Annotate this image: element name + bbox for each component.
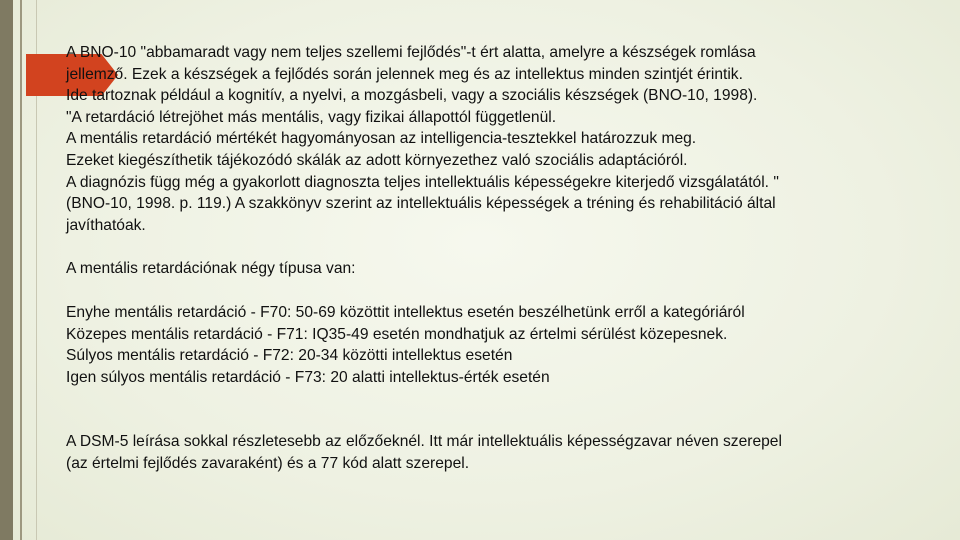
type-item-f71: Közepes mentális retardáció - F71: IQ35-49 esetén mondhatjuk az értelmi sérülést közepesnek. [66,325,728,343]
text-line: (az értelmi fejlődés zavaraként) és a 77 kód alatt szerepel. [66,454,470,472]
text-line: A mentális retardáció mértékét hagyományosan az intelligencia-tesztekkel határozzuk meg. [66,130,697,148]
paragraph-dsm [66,431,906,474]
left-decorative-line [20,0,22,540]
types-list [66,302,906,388]
types-intro: A mentális retardációnak négy típusa van: [66,260,356,278]
type-item-f73: Igen súlyos mentális retardáció - F73: 20 alatti intellektus-érték esetén [66,368,550,386]
slide-body [66,42,906,475]
left-decorative-bar [0,0,13,540]
text-line: A BNO-10 "abbamaradt vagy nem teljes szellemi fejlődés"-t ért alatta, amelyre a készségek romlása [66,44,756,61]
text-line: javíthatóak. [66,216,146,234]
text-line: jellemző. Ezek a készségek a fejlődés során jelennek meg és az intellektus minden szintjét érintik. [66,65,743,83]
text-line: A DSM-5 leírása sokkal részletesebb az előzőeknél. Itt már intellektuális képességzavar néven szerepel [66,433,782,451]
text-line: A diagnózis függ még a gyakorlott diagnoszta teljes intellektuális képességekre kiterjedő vizsgálatától. " [66,173,779,191]
paragraph-bno [66,42,906,236]
type-item-f70: Enyhe mentális retardáció - F70: 50-69 közöttit intellektus esetén beszélhetünk erről a kategóriáról [66,303,745,321]
type-item-f72: Súlyos mentális retardáció - F72: 20-34 közötti intellektus esetén [66,347,513,365]
text-line: Ide tartoznak például a kognitív, a nyelvi, a mozgásbeli, vagy a szociális készségek (BNO-10, 1998). [66,87,758,105]
text-line: Ezeket kiegészíthetik tájékozódó skálák az adott környezethez való szociális adaptációról. [66,151,688,169]
text-line: "A retardáció létrejöhet más mentális, vagy fizikai állapottól függetlenül. [66,108,557,126]
text-line: (BNO-10, 1998. p. 119.) A szakkönyv szerint az intellektuális képességek a tréning és rehabilitáció által [66,195,776,213]
